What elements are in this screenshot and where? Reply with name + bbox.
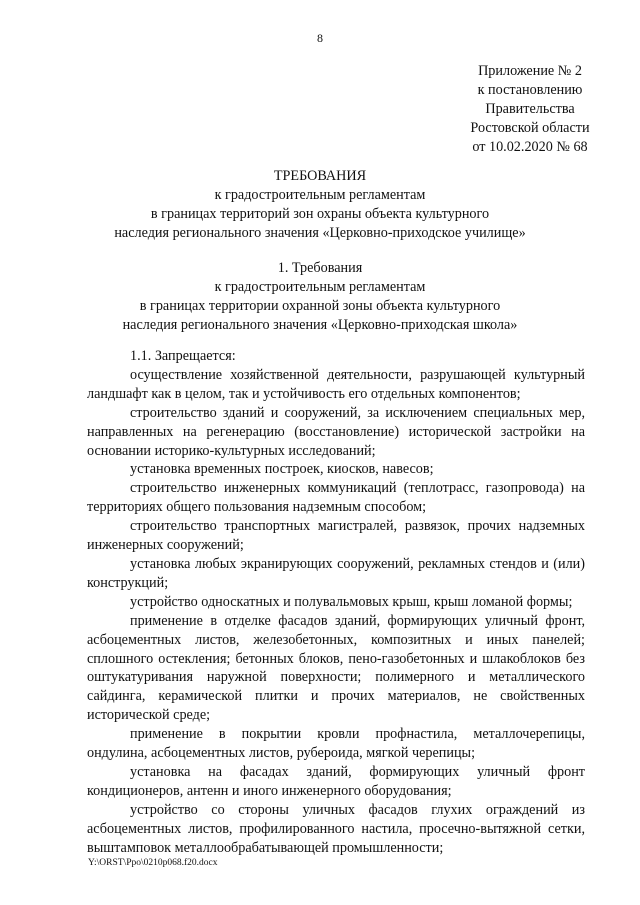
subheading: 1.1. Запрещается: <box>130 348 236 364</box>
title-heading: ТРЕБОВАНИЯ <box>273 168 367 184</box>
document-title <box>0 167 640 243</box>
appendix-line: от 10.02.2020 № 68 <box>472 139 588 155</box>
title-line: в границах территорий зон охраны объекта культурного <box>150 206 490 222</box>
section-line: к градостроительным регламентам <box>214 279 426 295</box>
paragraph: строительство транспортных магистралей, развязок, прочих надземных инженерных сооружений; <box>87 518 585 554</box>
appendix-line: Правительства <box>485 101 575 117</box>
paragraph: устройство односкатных и полувальмовых крыш, крыш ломаной формы; <box>130 593 573 610</box>
title-line: к градостроительным регламентам <box>214 187 426 203</box>
paragraph: строительство инженерных коммуникаций (теплотрасс, газопровода) на территориях общего пользования надземным способом; <box>87 480 585 516</box>
appendix-line: Ростовской области <box>470 120 590 136</box>
paragraph: применение в отделке фасадов зданий, формирующих уличный фронт, асбоцементных листов, железобетонных, композитных и иных панелей; сплошного остекления; бетонных блоков, пено-газобетонных и шлакоблоков без оштукатуривания наружной поверхности; полимерного и металлического сайдинга, керамической плитки и прочих материалов, не свойственных исторической среде; <box>87 612 585 724</box>
section-title <box>0 259 640 335</box>
paragraph: применение в покрытии кровли профнастила, металлочерепицы, ондулина, асбоцементных листов, рубероида, мягкой черепицы; <box>87 726 585 762</box>
file-path-footer: Y:\ORST\Ppo\0210p068.f20.docx <box>88 858 218 868</box>
appendix-block <box>430 62 630 157</box>
section-line: 1. Требования <box>277 260 363 276</box>
paragraph: установка временных построек, киосков, навесов; <box>130 461 434 478</box>
paragraph: осуществление хозяйственной деятельности, разрушающей культурный ландшафт как в целом, так и устойчивость его отдельных компонентов; <box>87 366 585 402</box>
paragraph: установка любых экранирующих сооружений, рекламных стендов и (или) конструкций; <box>87 555 585 591</box>
section-line: в границах территории охранной зоны объекта культурного <box>139 298 501 314</box>
page-number: 8 <box>317 31 323 45</box>
paragraph: установка на фасадах зданий, формирующих уличный фронт кондиционеров, антенн и иного инженерного оборудования; <box>87 763 585 799</box>
appendix-line: Приложение № 2 <box>478 63 582 79</box>
paragraph: строительство зданий и сооружений, за исключением специальных мер, направленных на регенерацию (восстановление) исторической застройки на основании историко-культурных исследований; <box>87 404 585 459</box>
title-line: наследия регионального значения «Церковно-приходское училище» <box>114 225 526 241</box>
appendix-line: к постановлению <box>477 82 583 98</box>
document-body <box>87 347 585 857</box>
section-line: наследия регионального значения «Церковно-приходская школа» <box>122 317 518 333</box>
paragraph: устройство со стороны уличных фасадов глухих ограждений из асбоцементных листов, профилированного настила, просечно-вытяжной сетки, выштамповок металлообрабатывающей промышленности; <box>87 801 585 856</box>
